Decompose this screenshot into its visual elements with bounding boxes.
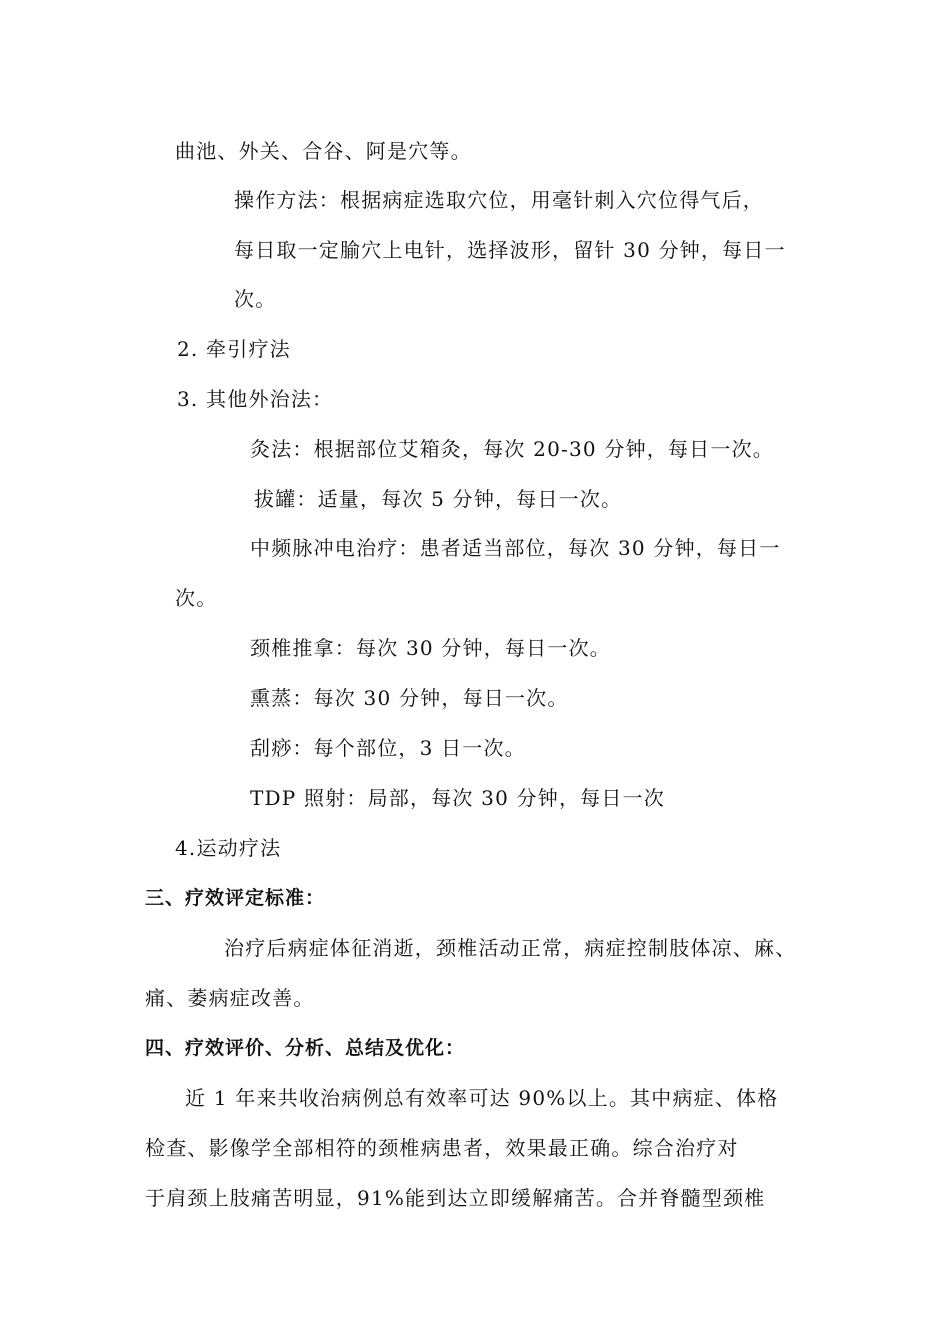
paragraph-line: 次。 bbox=[234, 287, 277, 311]
paragraph-line: 灸法：根据部位艾箱灸，每次 20-30 分钟，每日一次。 bbox=[250, 437, 774, 461]
list-item: 3. 其他外治法： bbox=[177, 387, 334, 411]
paragraph-line: 治疗后病症体征消逝，颈椎活动正常，病症控制肢体凉、麻、 bbox=[224, 936, 797, 960]
paragraph-line: 中频脉冲电治疗：患者适当部位，每次 30 分钟，每日一 bbox=[250, 536, 781, 560]
list-item: 4.运动疗法 bbox=[175, 836, 282, 860]
paragraph-line: 每日取一定腧穴上电针，选择波形，留针 30 分钟，每日一 bbox=[234, 238, 786, 262]
paragraph-line: 拔罐：适量，每次 5 分钟，每日一次。 bbox=[254, 487, 623, 511]
section-heading: 三、疗效评定标准： bbox=[145, 887, 326, 909]
paragraph-line: 检查、影像学全部相符的颈椎病患者，效果最正确。综合治疗对 bbox=[145, 1136, 739, 1160]
paragraph-line: 曲池、外关、合谷、阿是穴等。 bbox=[175, 139, 472, 163]
paragraph-line: 次。 bbox=[175, 586, 218, 610]
paragraph-line: 于肩颈上肢痛苦明显，91%能到达立即缓解痛苦。合并脊髓型颈椎 bbox=[145, 1186, 766, 1210]
paragraph-line: 痛、萎病症改善。 bbox=[145, 986, 315, 1010]
section-heading: 四、疗效评价、分析、总结及优化： bbox=[145, 1037, 466, 1059]
paragraph-line: TDP 照射：局部，每次 30 分钟，每日一次 bbox=[250, 786, 665, 810]
paragraph-line: 刮痧：每个部位，3 日一次。 bbox=[250, 736, 526, 760]
list-item: 2. 牵引疗法 bbox=[177, 337, 291, 361]
paragraph-line: 操作方法：根据病症选取穴位，用毫针刺入穴位得气后， bbox=[234, 188, 764, 212]
paragraph-line: 熏蒸：每次 30 分钟，每日一次。 bbox=[250, 686, 569, 710]
paragraph-line: 近 1 年来共收治病例总有效率可达 90%以上。其中病症、体格 bbox=[185, 1086, 779, 1110]
paragraph-line: 颈椎推拿：每次 30 分钟，每日一次。 bbox=[250, 636, 611, 660]
